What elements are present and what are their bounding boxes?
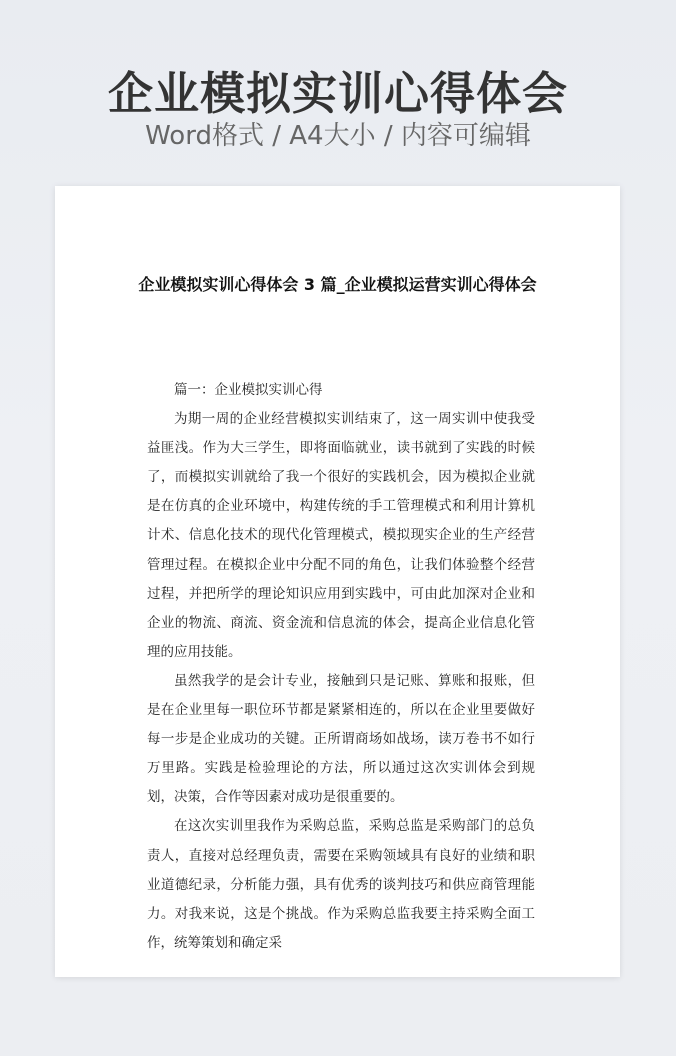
paragraph: 虽然我学的是会计专业，接触到只是记账、算账和报账，但是在企业里每一职位环节都是紧紧相连的，所以在企业里要做好每一步是企业成功的关键。正所谓商场如战场，读万卷书不如行万里路。实践是检验理论的方法，所以通过这次实训体会到规划，决策，合作等因素对成功是很重要的。 [147,672,535,806]
document-page [55,186,620,977]
document-body [147,376,535,958]
banner-subtitle: Word格式 / A4大小 / 内容可编辑 [145,121,531,151]
section-heading: 篇一：企业模拟实训心得 [174,382,323,398]
paragraph: 为期一周的企业经营模拟实训结束了，这一周实训中使我受益匪浅。作为大三学生，即将面临就业，读书就到了实践的时候了，而模拟实训就给了我一个很好的实践机会，因为模拟企业就是在仿真的企业环境中，构建传统的手工管理模式和利用计算机计术、信息化技术的现代化管理模式，模拟现实企业的生产经营管理过程。在模拟企业中分配不同的角色，让我们体验整个经营过程，并把所学的理论知识应用到实践中，可由此加深对企业和企业的物流、商流、资金流和信息流的体会，提高企业信息化管理的应用技能。 [147,411,535,660]
document-title: 企业模拟实训心得体会 3 篇_企业模拟运营实训心得体会 [138,275,537,294]
banner-title: 企业模拟实训心得体会 [107,67,568,120]
paragraph: 在这次实训里我作为采购总监，采购总监是采购部门的总负责人，直接对总经理负责，需要在采购领域具有良好的业绩和职业道德纪录，分析能力强，具有优秀的谈判技巧和供应商管理能力。对我来说，这是个挑战。作为采购总监我要主持采购全面工作，统筹策划和确定采 [147,818,535,951]
